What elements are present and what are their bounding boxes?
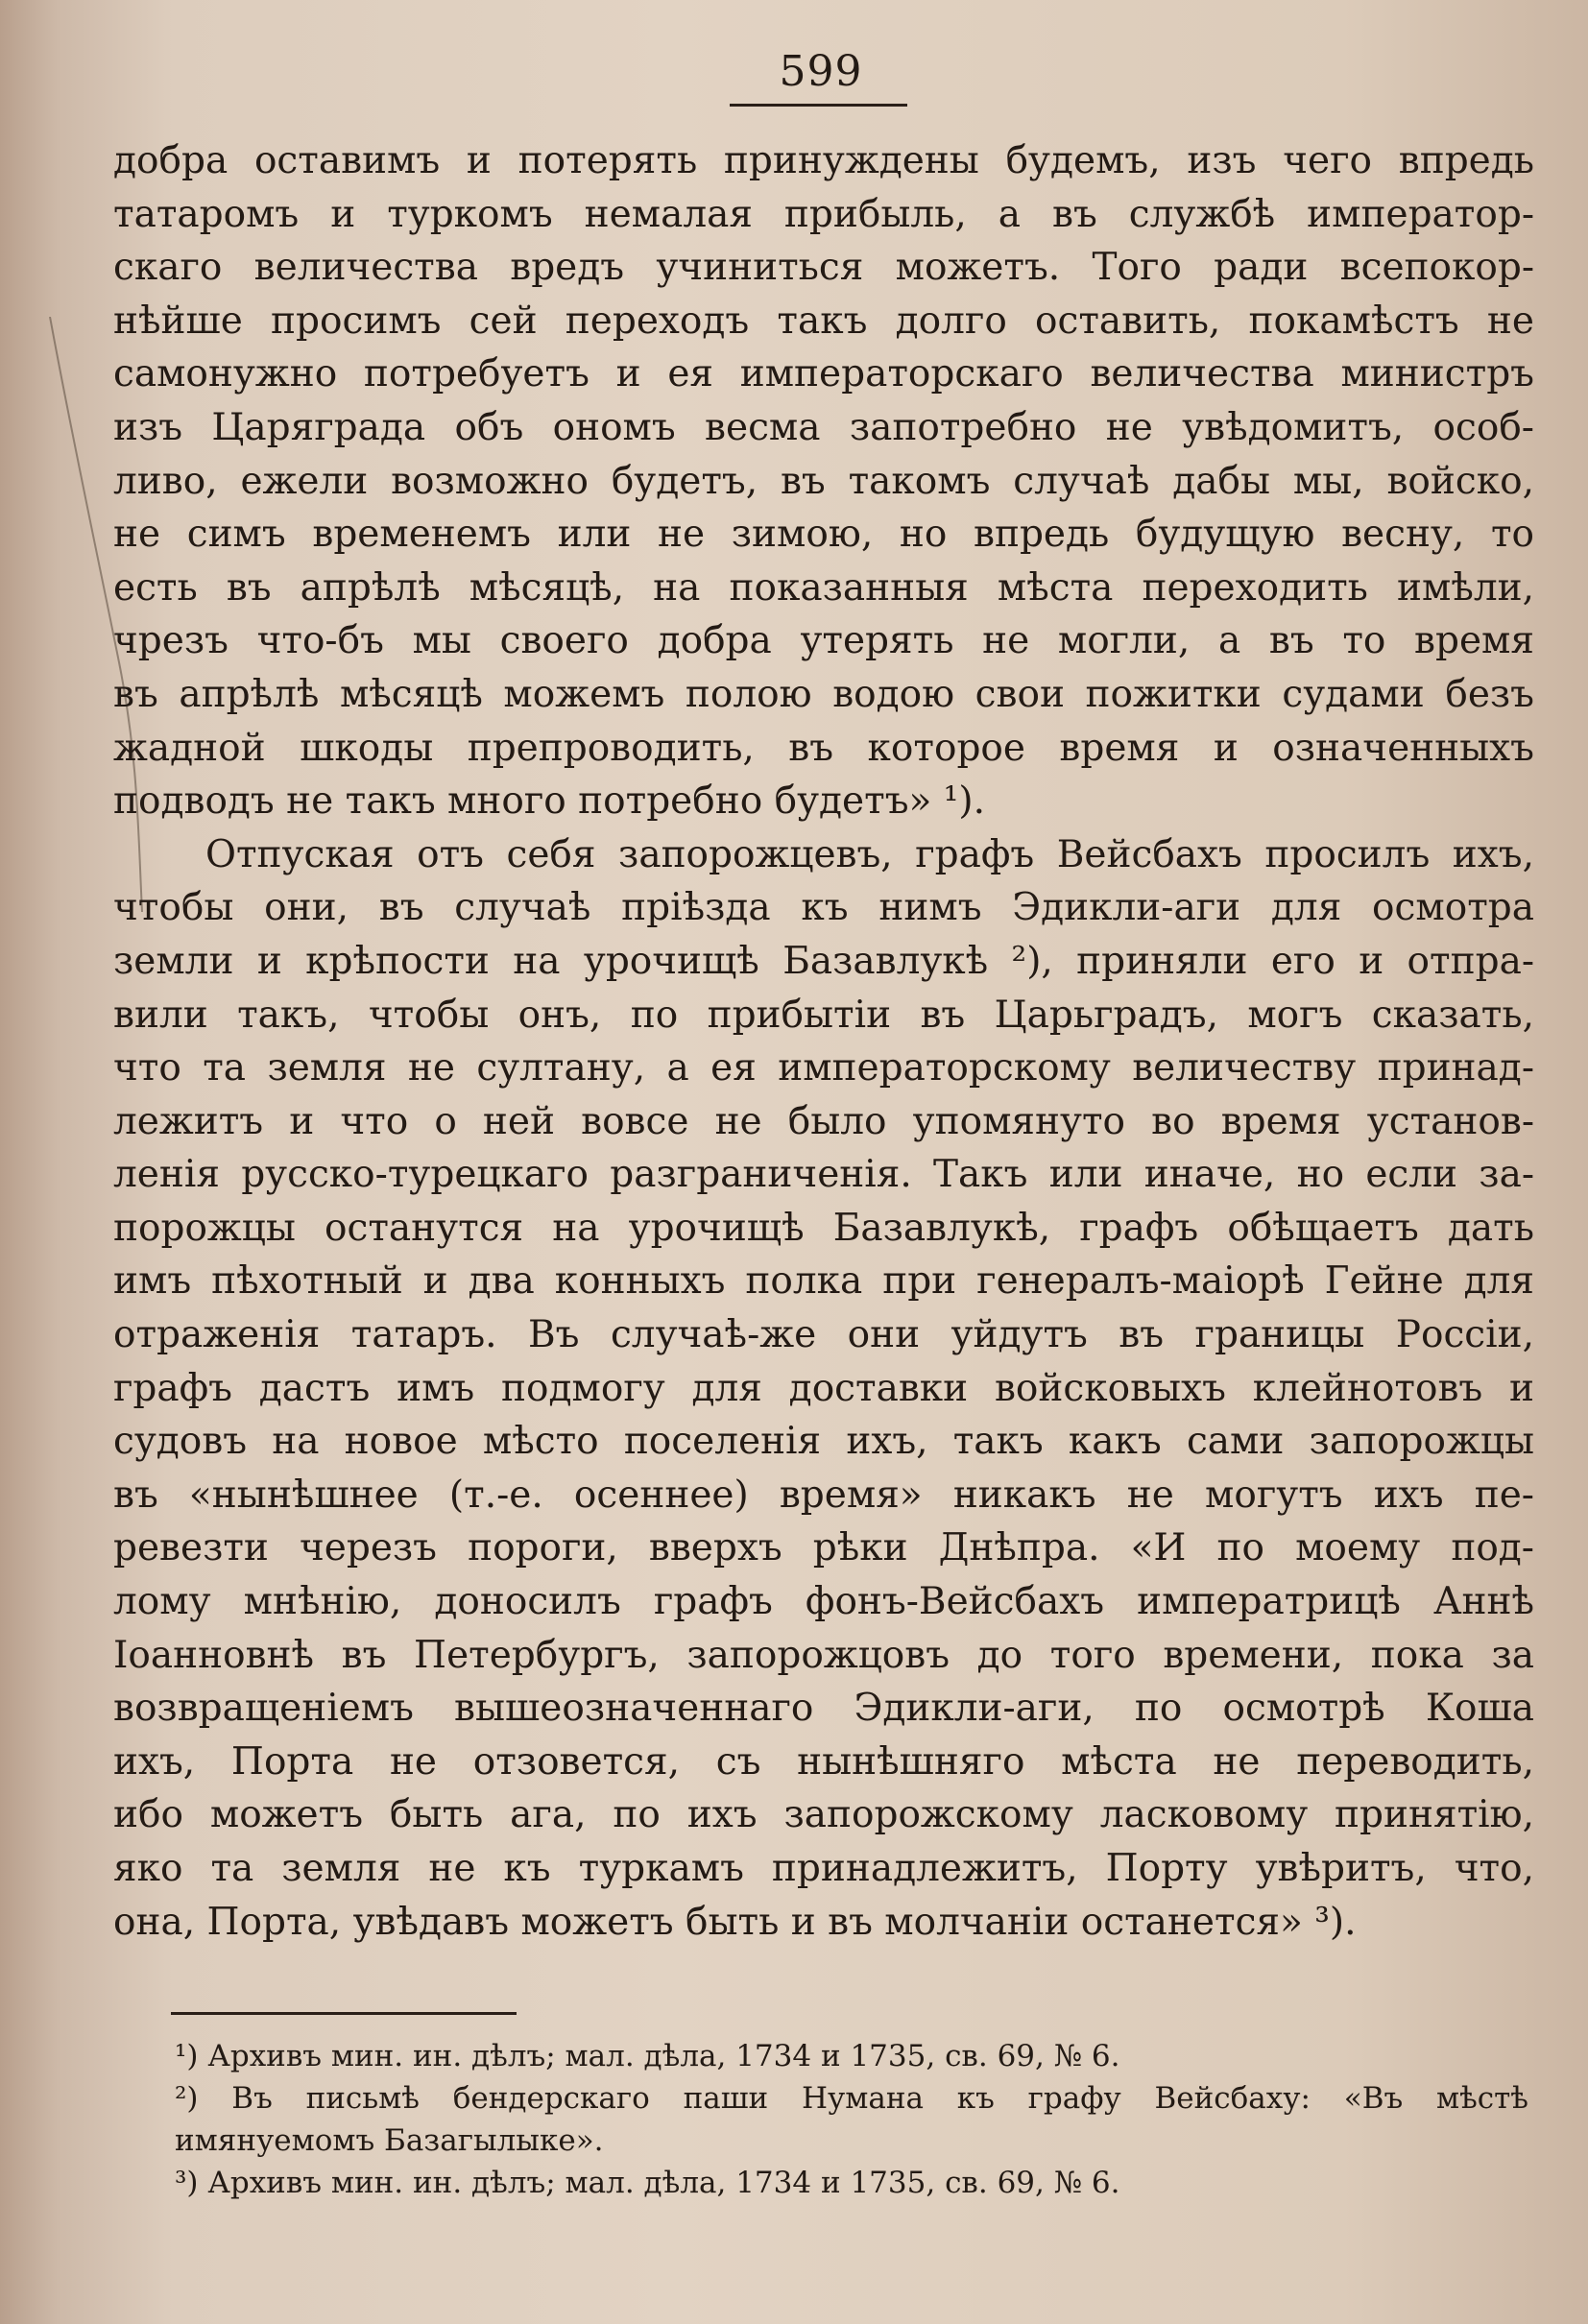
footnote-rule — [171, 2012, 517, 2015]
footnote-2-continuation: имянуемомъ Базагылыке». — [175, 2123, 604, 2158]
body-line: жадной шкоды препроводить, въ которое время и означенныхъ — [113, 726, 1534, 770]
body-line: земли и крѣпости на урочищѣ Базавлукѣ ²), приняли его и отпра- — [113, 939, 1534, 983]
body-text — [113, 134, 1534, 1949]
body-line: добра оставимъ и потерять принуждены будемъ, изъ чего впредь — [113, 139, 1534, 182]
body-line: ревезти черезъ пороги, вверхъ рѣки Днѣпра. «И по моему под- — [113, 1526, 1534, 1570]
body-line: судовъ на новое мѣсто поселенiя ихъ, такъ какъ сами запорожцы — [113, 1420, 1534, 1464]
body-line: вили такъ, чтобы онъ, по прибытiи въ Царьградъ, могъ сказать, — [113, 993, 1534, 1037]
body-line: Отпуская отъ себя запорожцевъ, графъ Вейсбахъ просилъ ихъ, — [205, 832, 1534, 876]
footnote-1: ¹) Архивъ мин. ин. дѣлъ; мал. дѣла, 1734 и 1735, св. 69, № 6. — [175, 2039, 1120, 2073]
body-line: есть въ апрѣлѣ мѣсяцѣ, на показанныя мѣста переходить имѣли, — [113, 565, 1534, 610]
body-line: самонужно потребуетъ и ея императорскаго величества министръ — [113, 352, 1534, 396]
page-number: 599 — [779, 47, 863, 96]
body-line: въ апрѣлѣ мѣсяцѣ можемъ полою водою свои пожитки судами безъ — [113, 672, 1534, 716]
body-line: чтобы они, въ случаѣ прiѣзда къ нимъ Эдикли-аги для осмотра — [113, 886, 1534, 930]
body-line: имъ пѣхотный и два конныхъ полка при генералъ-маiорѣ Гейне для — [113, 1259, 1534, 1304]
body-line: татаромъ и туркомъ немалая прибыль, а въ службѣ император- — [113, 192, 1534, 236]
body-line: графъ дастъ имъ подмогу для доставки войсковыхъ клейнотовъ и — [113, 1366, 1534, 1410]
body-line: Iоанновнѣ въ Петербургъ, запорожцовъ до того времени, пока за — [113, 1633, 1534, 1677]
body-line: порожцы останутся на урочищѣ Базавлукѣ, графъ обѣщаетъ дать — [113, 1206, 1534, 1250]
body-line: чрезъ что-бъ мы своего добра утерять не могли, а въ то время — [113, 619, 1534, 663]
body-line: подводъ не такъ много потребно будетъ» ¹). — [113, 779, 986, 824]
body-line: ихъ, Порта не отзовется, съ нынѣшняго мѣста не переводить, — [113, 1739, 1534, 1784]
body-line: изъ Царяграда объ ономъ весма запотребно не увѣдомитъ, особ- — [113, 405, 1534, 449]
body-line: лому мнѣнiю, доносилъ графъ фонъ-Вейсбахъ императрицѣ Аннѣ — [113, 1580, 1534, 1624]
body-line: не симъ временемъ или не зимою, но впредь будущую весну, то — [113, 513, 1534, 557]
body-line: лежитъ и что о ней вовсе не было упомянуто во время установ- — [113, 1099, 1534, 1143]
body-line: скаго величества вредъ учиниться можетъ. Того ради всепокор- — [113, 246, 1534, 290]
body-line: что та земля не султану, а ея императорскому величеству принад- — [113, 1046, 1534, 1090]
body-line: ибо можетъ быть ага, по ихъ запорожскому ласковому принятiю, — [113, 1793, 1534, 1837]
page-number-rule — [730, 104, 907, 107]
footnote-2: ²) Въ письмѣ бендерскаго паши Нумана къ графу Вейсбаху: «Въ мѣстѣ — [175, 2081, 1528, 2116]
body-line: въ «нынѣшнее (т.-е. осеннее) время» никакъ не могутъ ихъ пе- — [113, 1473, 1534, 1517]
body-line: ливо, ежели возможно будетъ, въ такомъ случаѣ дабы мы, войско, — [113, 459, 1534, 503]
body-line: она, Порта, увѣдавъ можетъ быть и въ молчанiи останется» ³). — [113, 1900, 1357, 1944]
body-line: яко та земля не къ туркамъ принадлежитъ, Порту увѣритъ, что, — [113, 1847, 1534, 1890]
body-line: нѣйше просимъ сей переходъ такъ долго оставить, покамѣстъ не — [113, 299, 1534, 343]
body-line: ленiя русско-турецкаго разграниченiя. Такъ или иначе, но если за- — [113, 1153, 1534, 1197]
footnotes — [175, 2035, 1528, 2204]
body-line: возвращенiемъ вышеозначеннаго Эдикли-аги, по осмотрѣ Коша — [113, 1687, 1534, 1731]
footnote-3: ³) Архивъ мин. ин. дѣлъ; мал. дѣла, 1734 и 1735, св. 69, № 6. — [175, 2166, 1120, 2200]
body-line: отраженiя татаръ. Въ случаѣ-же они уйдутъ въ границы Россiи, — [113, 1313, 1534, 1357]
